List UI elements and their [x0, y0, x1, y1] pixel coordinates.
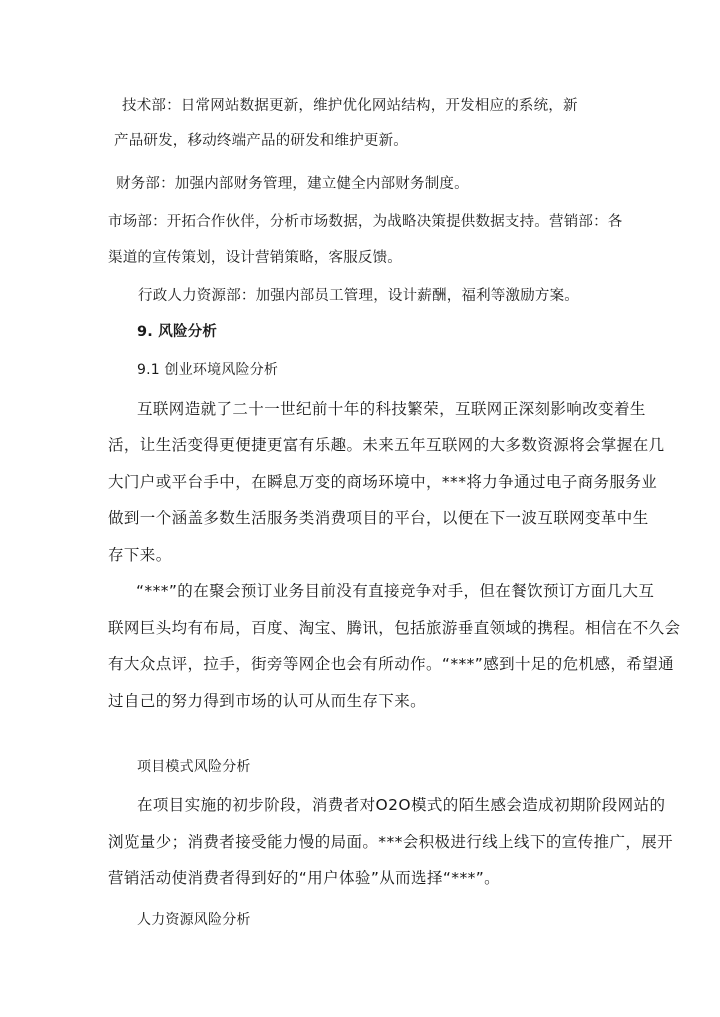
finance-dept-line: 财务部：加强内部财务管理，建立健全内部财务制度。 — [116, 176, 469, 192]
para2-line: 联网巨头均有布局，百度、淘宝、腾讯，包括旅游垂直领域的携程。相信在不久会 — [108, 619, 681, 637]
para1-line: 互联网造就了二十一世纪前十年的科技繁荣，互联网正深刻影响改变着生 — [137, 400, 646, 418]
hr-dept-line: 行政人力资源部：加强内部员工管理，设计薪酬，福利等激励方案。 — [138, 288, 579, 304]
para2-line: 有大众点评，拉手，街旁等网企也会有所动作。“***”感到十足的危机感，希望通 — [108, 655, 675, 673]
para3-line: 在项目实施的初步阶段，消费者对O2O模式的陌生感会造成初期阶段网站的 — [137, 796, 666, 814]
tech-dept-line-2: 产品研发，移动终端产品的研发和维护更新。 — [114, 133, 408, 149]
subsection-heading-project-model-risk: 项目模式风险分析 — [137, 759, 251, 775]
para3-line: 营销活动使消费者得到好的“用户体验”从而选择“***”。 — [108, 869, 501, 887]
market-dept-line-2: 渠道的宣传策划，设计营销策略，客服反馈。 — [108, 250, 402, 266]
para1-line: 存下来。 — [108, 546, 172, 564]
para2-line: “***”的在聚会预订业务目前没有直接竞争对手，但在餐饮预订方面几大互 — [136, 582, 655, 600]
para3-line: 浏览量少；消费者接受能力慢的局面。***会积极进行线上线下的宣传推广，展开 — [108, 833, 674, 851]
para2-line: 过自己的努力得到市场的认可从而生存下来。 — [108, 692, 427, 710]
subsection-heading-environment-risk: 9.1 创业环境风险分析 — [137, 362, 279, 378]
market-dept-line-1: 市场部：开拓合作伙伴，分析市场数据，为战略决策提供数据支持。营销部：各 — [108, 214, 623, 230]
tech-dept-line-1: 技术部：日常网站数据更新，维护优化网站结构，开发相应的系统，新 — [122, 98, 578, 114]
section-heading-risk-analysis: 9. 风险分析 — [137, 324, 218, 340]
para1-line: 大门户或平台手中，在瞬息万变的商场环境中，***将力争通过电子商务服务业 — [108, 473, 658, 491]
subsection-heading-hr-risk: 人力资源风险分析 — [137, 912, 251, 928]
para1-line: 活，让生活变得更便捷更富有乐趣。未来五年互联网的大多数资源将会掌握在几 — [108, 436, 665, 454]
para1-line: 做到一个涵盖多数生活服务类消费项目的平台，以便在下一波互联网变革中生 — [108, 509, 649, 527]
